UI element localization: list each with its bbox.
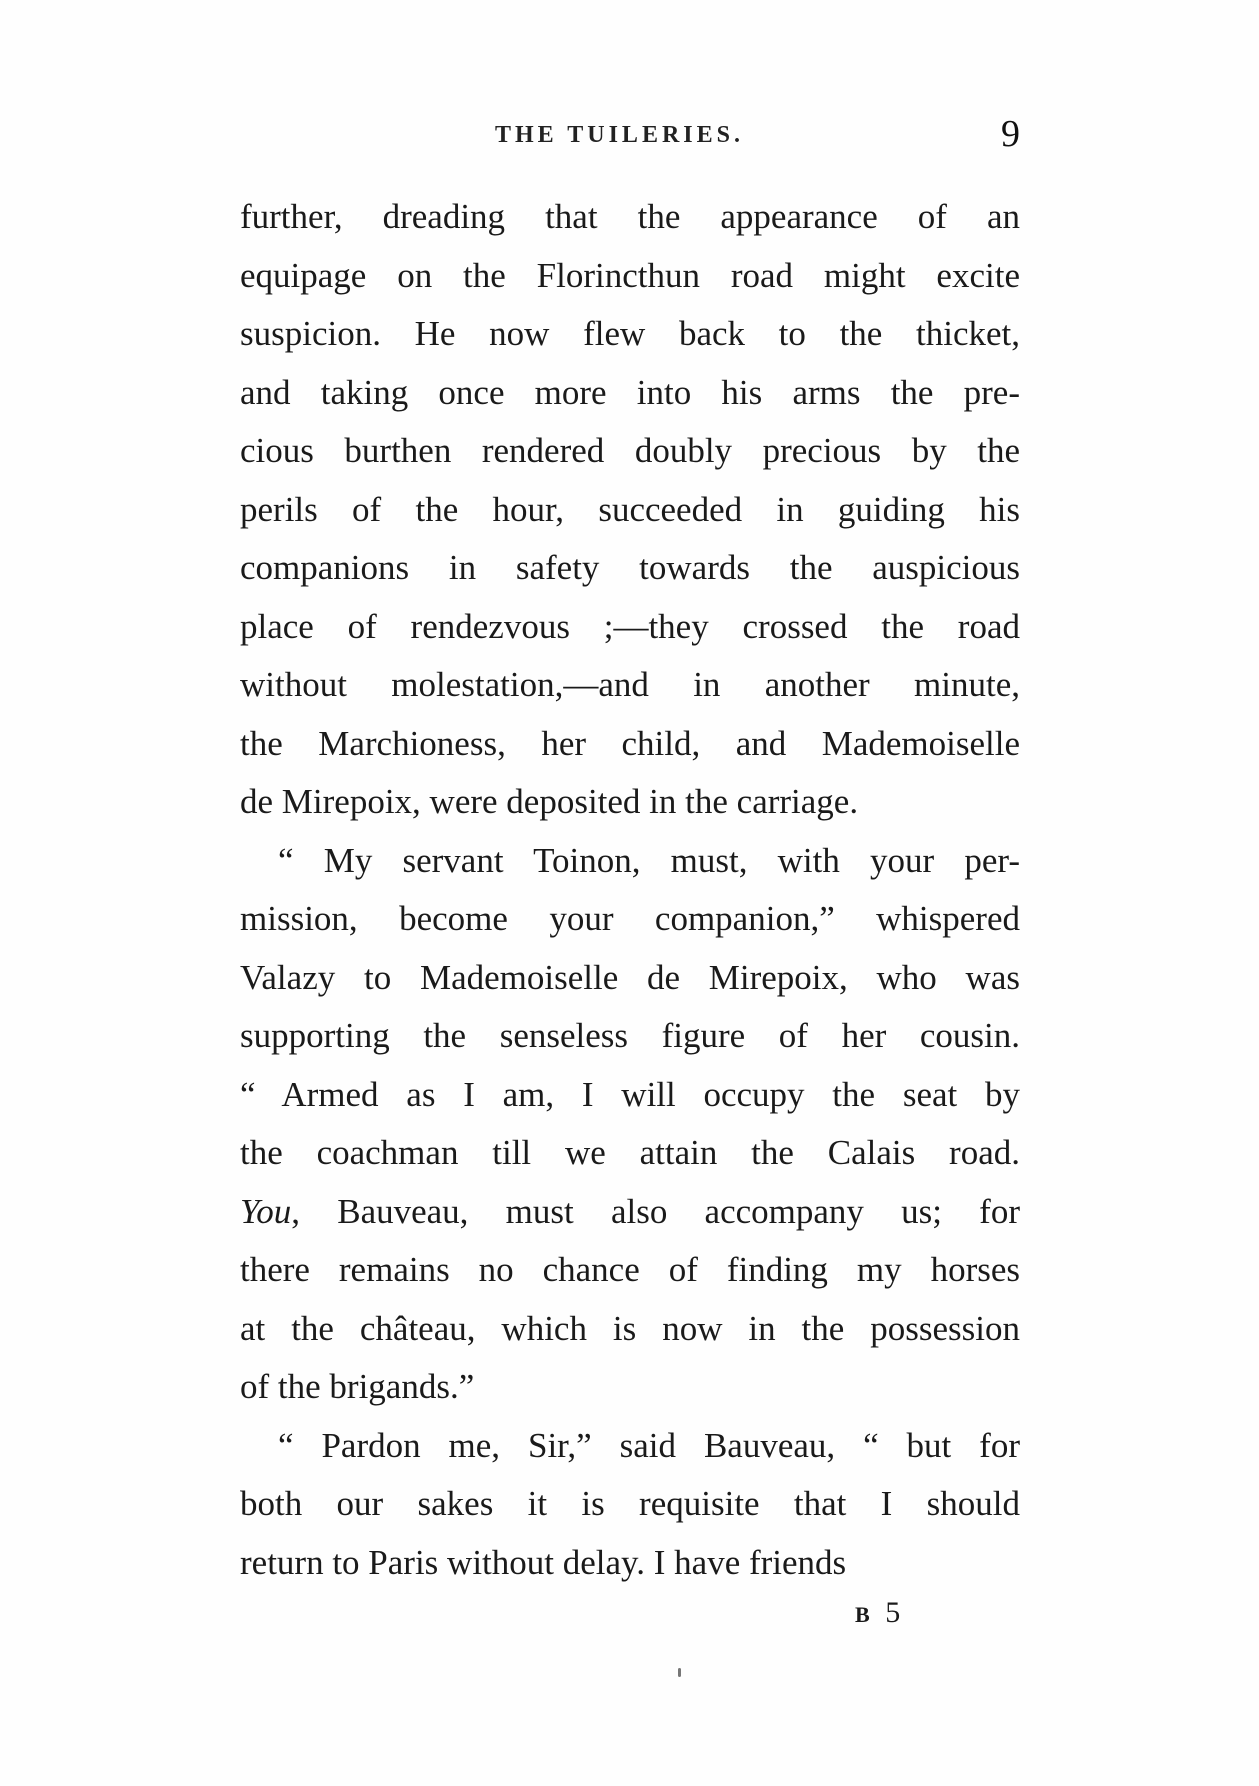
text-line: de Mirepoix, were deposited in the carriage. [240, 782, 859, 821]
text-line: return to Paris without delay. I have friends [240, 1542, 847, 1582]
text-line: of the brigands.” [240, 1367, 475, 1406]
text-line: “ Armed as I am, I will occupy the seat by [240, 1074, 1020, 1114]
running-head: THE TUILERIES. [495, 122, 744, 148]
text-line: place of rendezvous ;—they crossed the road [240, 606, 1020, 646]
paragraph [240, 188, 1020, 832]
page-number: 9 [1001, 113, 1020, 155]
text-line: You, Bauveau, must also accompany us; for [240, 1191, 1020, 1231]
text-line: further, dreading that the appearance of an [240, 197, 1020, 236]
text-line: supporting the senseless figure of her cousin. [240, 1016, 1020, 1055]
text-line: “ Pardon me, Sir,” said Bauveau, “ but for [278, 1425, 1020, 1465]
text-line: perils of the hour, succeeded in guiding his [240, 489, 1020, 529]
signature-letter: B [855, 1602, 874, 1627]
text-line: mission, become your companion,” whispered [240, 899, 1020, 938]
text-line: there remains no chance of finding my horses [240, 1250, 1020, 1289]
text-line: equipage on the Florincthun road might excite [240, 255, 1020, 295]
body-text [240, 188, 1020, 1592]
text-line: without molestation,—and in another minute, [240, 665, 1020, 704]
page-header [240, 113, 1020, 158]
paragraph [240, 832, 1020, 1417]
text-line: both our sakes it is requisite that I should [240, 1484, 1020, 1523]
text-line: and taking once more into his arms the pre- [240, 372, 1020, 412]
text-line: suspicion. He now flew back to the thicket, [240, 314, 1020, 353]
text-line: the Marchioness, her child, and Mademoiselle [240, 723, 1020, 763]
text-line: “ My servant Toinon, must, with your per- [278, 840, 1020, 880]
text-line: companions in safety towards the auspicious [240, 548, 1020, 587]
paper-speck [678, 1668, 681, 1677]
signature-number: 5 [885, 1596, 905, 1629]
text-line: cious burthen rendered doubly precious by the [240, 431, 1020, 470]
text-line: the coachman till we attain the Calais road. [240, 1133, 1020, 1172]
paragraph [240, 1417, 1020, 1593]
text-line: Valazy to Mademoiselle de Mirepoix, who was [240, 957, 1020, 997]
text-line: at the château, which is now in the possession [240, 1308, 1020, 1348]
printer-signature-mark [855, 1596, 904, 1630]
emphasis-you: You [240, 1191, 292, 1231]
